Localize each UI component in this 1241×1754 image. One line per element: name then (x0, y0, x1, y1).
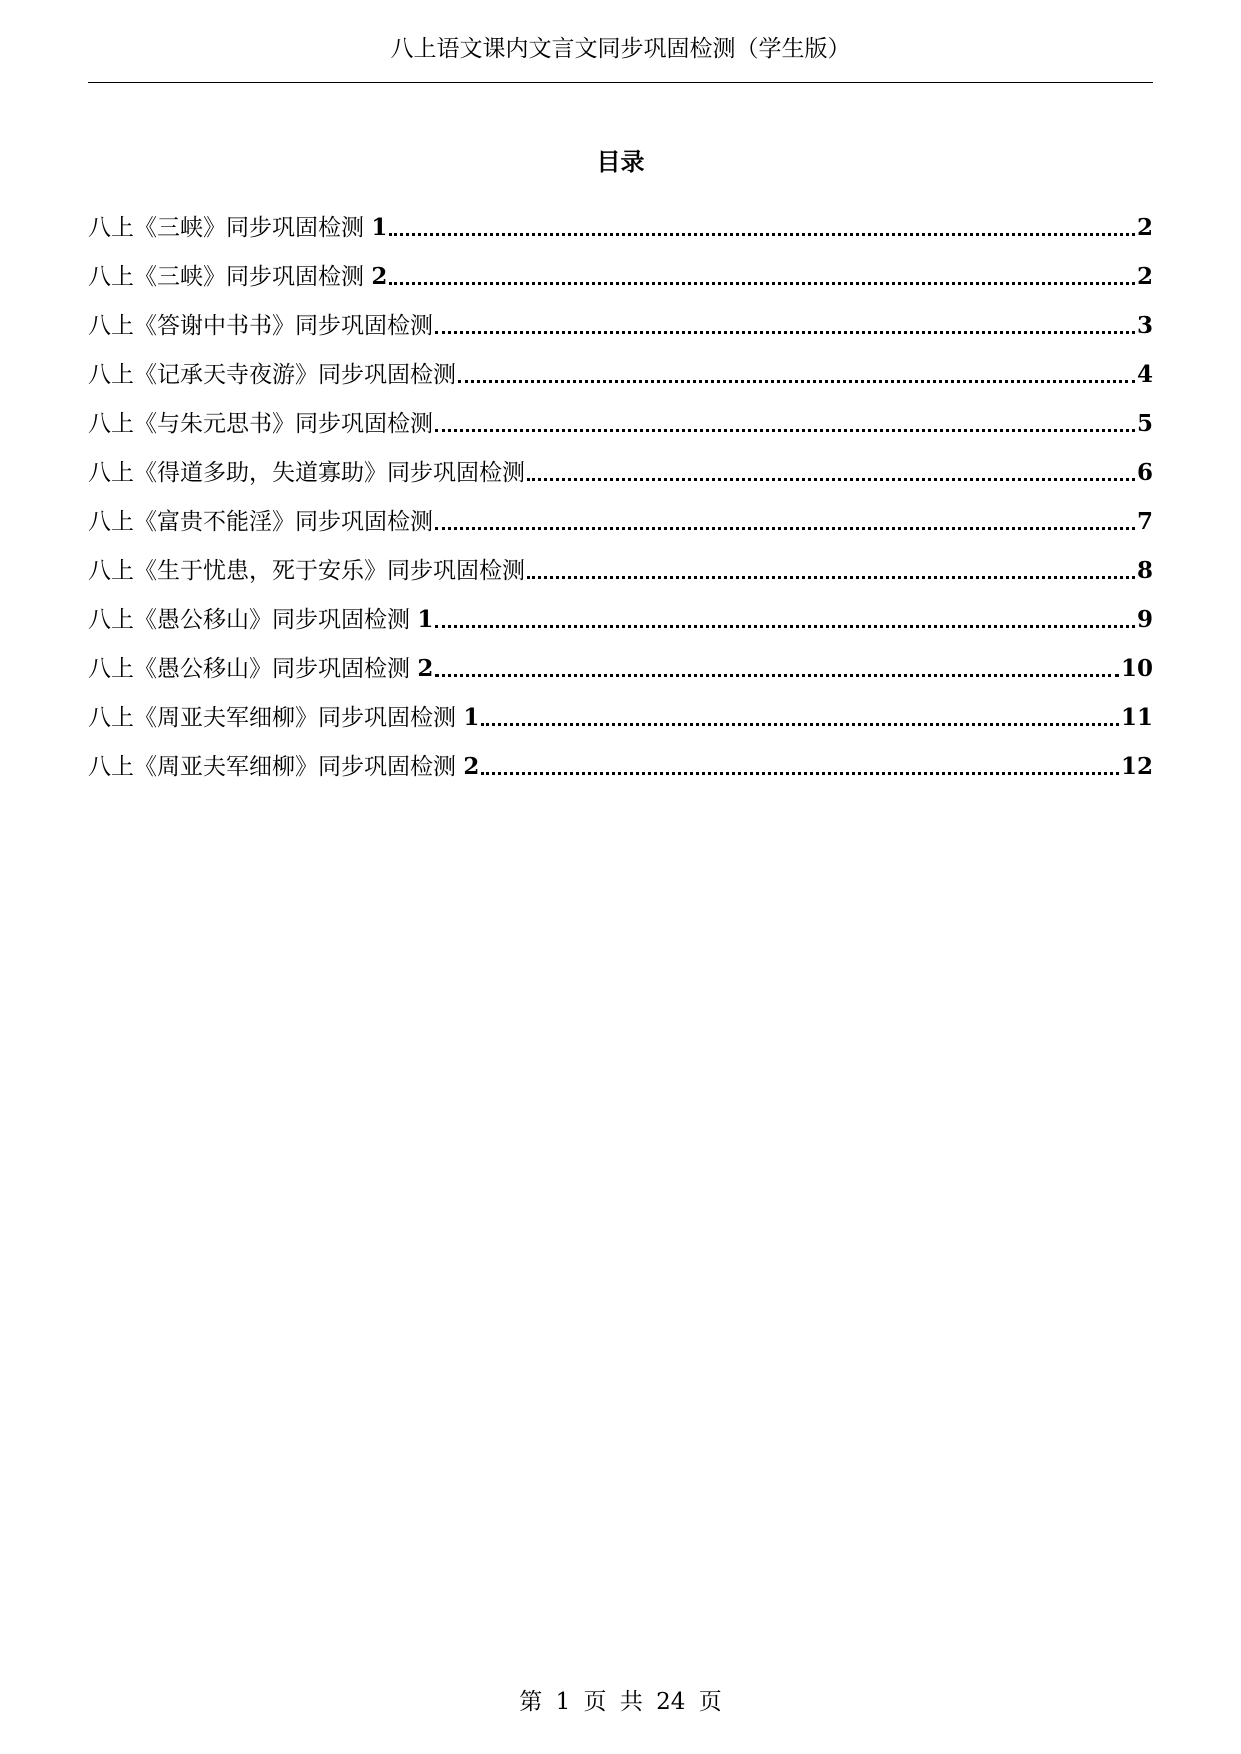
table-of-contents (88, 194, 1153, 782)
toc-entry[interactable] (88, 390, 1153, 439)
toc-entry-label: 八上《愚公移山》同步巩固检测 2 (88, 655, 434, 682)
toc-dot-leader (527, 576, 1135, 579)
toc-dot-leader (435, 331, 1135, 334)
toc-entry-label: 八上《与朱元思书》同步巩固检测 (88, 411, 433, 437)
toc-dot-leader (458, 380, 1135, 383)
toc-entry[interactable] (88, 488, 1153, 537)
toc-entry[interactable] (88, 635, 1153, 684)
toc-entry-page: 4 (1136, 361, 1153, 388)
toc-entry-label: 八上《三峡》同步巩固检测 2 (88, 263, 388, 290)
toc-entry-page: 9 (1136, 606, 1153, 633)
toc-entry[interactable] (88, 243, 1153, 292)
header-divider (88, 82, 1153, 83)
toc-entry[interactable] (88, 537, 1153, 586)
toc-dot-leader (527, 478, 1135, 481)
toc-entry[interactable] (88, 292, 1153, 341)
toc-dot-leader (481, 772, 1119, 775)
toc-entry-page: 11 (1120, 704, 1153, 731)
toc-entry-label: 八上《周亚夫军细柳》同步巩固检测 2 (88, 753, 480, 780)
toc-dot-leader (435, 625, 1135, 628)
toc-entry-page: 7 (1136, 508, 1153, 535)
toc-entry[interactable] (88, 684, 1153, 733)
toc-dot-leader (389, 282, 1135, 285)
toc-entry-page: 3 (1136, 312, 1153, 339)
toc-entry-label: 八上《记承天寺夜游》同步巩固检测 (88, 362, 456, 388)
toc-entry-label: 八上《生于忧患，死于安乐》同步巩固检测 (88, 558, 525, 584)
toc-entry-page: 12 (1120, 753, 1153, 780)
toc-entry-label: 八上《答谢中书书》同步巩固检测 (88, 313, 433, 339)
page-footer: 第 1 页 共 24 页 (519, 1689, 722, 1715)
toc-dot-leader (435, 527, 1135, 530)
toc-entry-page: 6 (1136, 459, 1153, 486)
toc-entry[interactable] (88, 586, 1153, 635)
toc-entry[interactable] (88, 341, 1153, 390)
toc-entry[interactable] (88, 439, 1153, 488)
toc-entry[interactable] (88, 733, 1153, 782)
toc-dot-leader (435, 429, 1135, 432)
toc-entry-page: 2 (1136, 214, 1153, 241)
page-header-title: 八上语文课内文言文同步巩固检测（学生版） (390, 36, 851, 62)
toc-entry-label: 八上《富贵不能淫》同步巩固检测 (88, 509, 433, 535)
toc-entry-page: 5 (1136, 410, 1153, 437)
toc-title: 目录 (596, 147, 645, 176)
toc-dot-leader (481, 723, 1119, 726)
toc-entry-label: 八上《三峡》同步巩固检测 1 (88, 214, 388, 241)
toc-entry-page: 8 (1136, 557, 1153, 584)
toc-entry-label: 八上《愚公移山》同步巩固检测 1 (88, 606, 434, 633)
toc-entry-label: 八上《周亚夫军细柳》同步巩固检测 1 (88, 704, 480, 731)
toc-entry[interactable] (88, 194, 1153, 243)
toc-dot-leader (389, 233, 1135, 236)
toc-entry-label: 八上《得道多助，失道寡助》同步巩固检测 (88, 460, 525, 486)
toc-entry-page: 2 (1136, 263, 1153, 290)
toc-entry-page: 10 (1120, 655, 1153, 682)
toc-dot-leader (435, 674, 1119, 677)
